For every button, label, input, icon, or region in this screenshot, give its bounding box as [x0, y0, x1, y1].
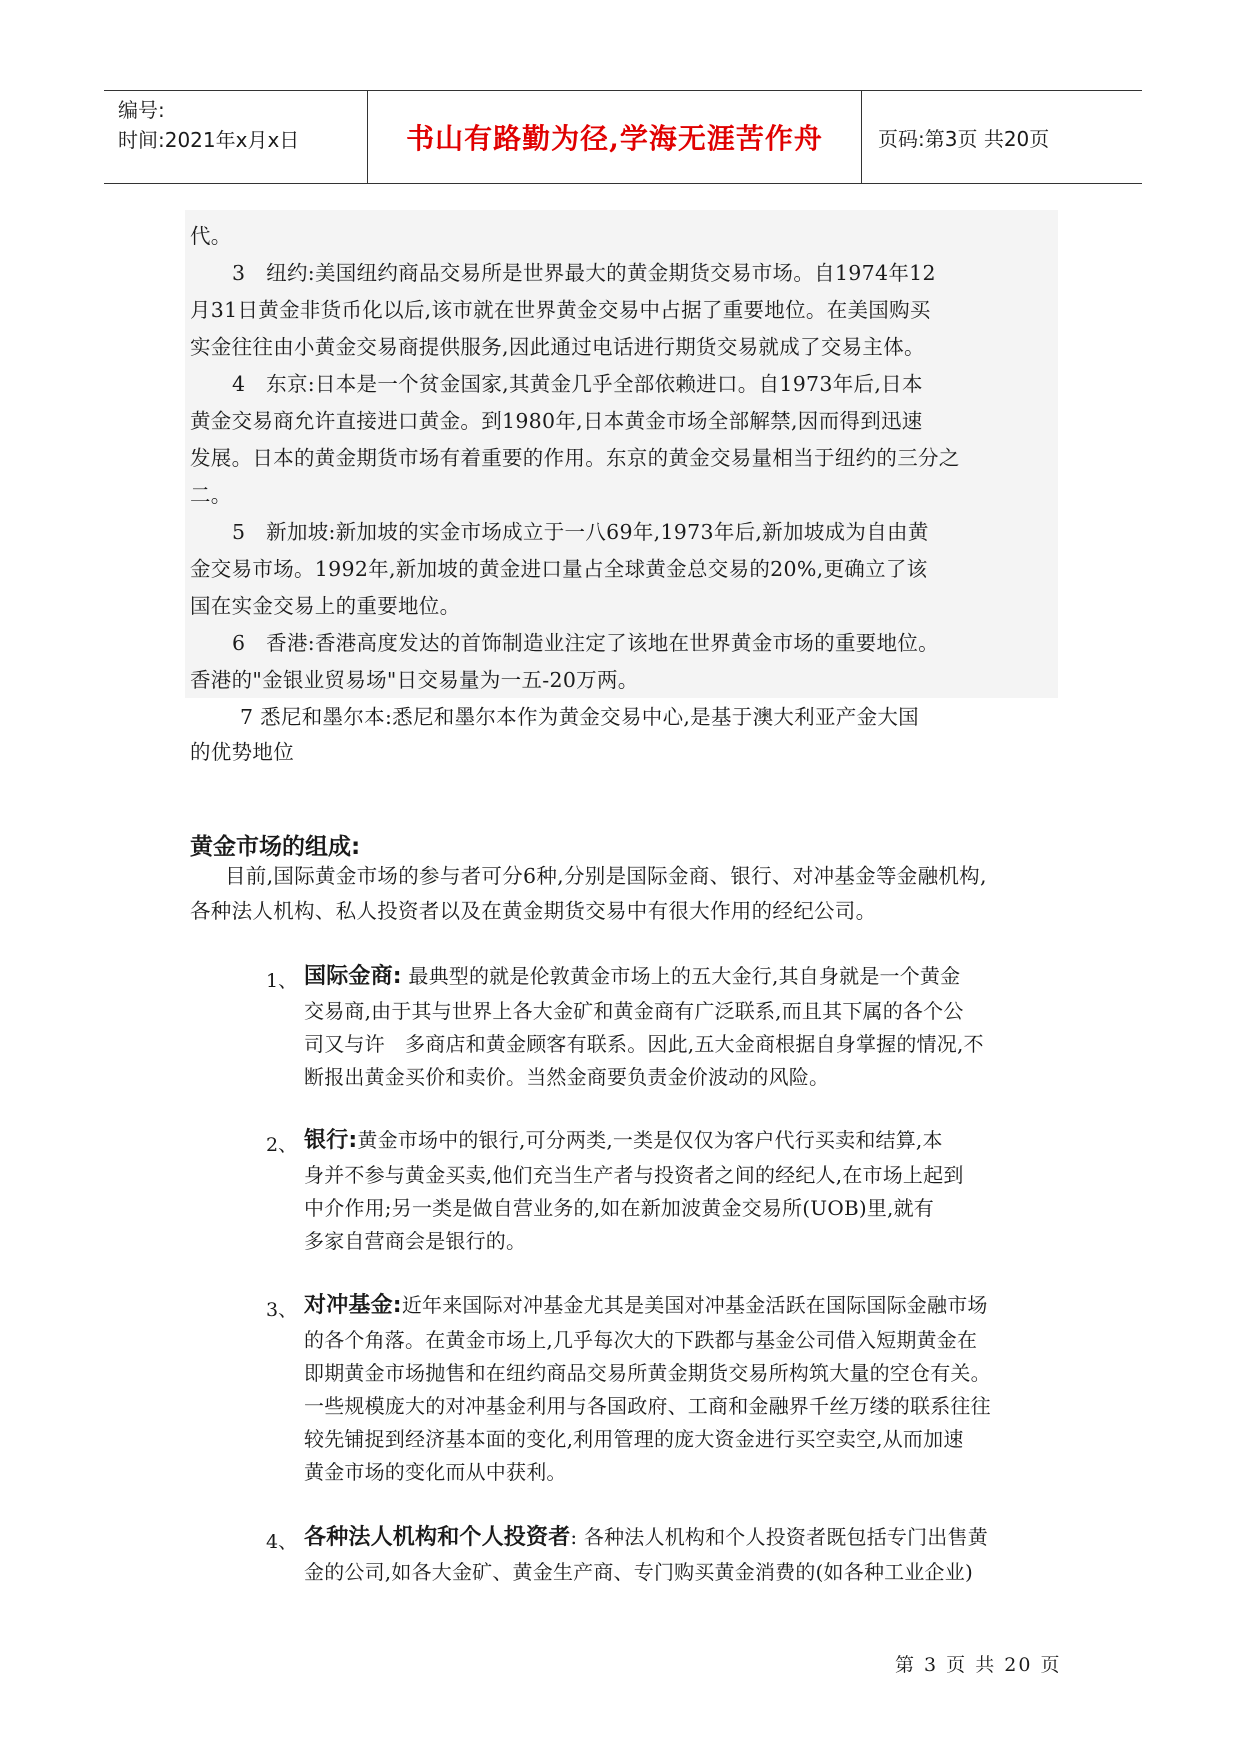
block-line: 二。 [190, 483, 232, 507]
block-line: 4 东京:日本是一个贫金国家,其黄金几乎全部依赖进口。自1973年后,日本 [232, 372, 923, 396]
block-line: 的优势地位 [190, 740, 294, 764]
list-item-line: 多家自营商会是银行的。 [304, 1229, 527, 1253]
block-line: 发展。日本的黄金期货市场有着重要的作用。东京的黄金交易量相当于纽约的三分之 [190, 446, 960, 470]
block-line: 香港的"金银业贸易场"日交易量为一五-20万两。 [190, 668, 639, 692]
list-item-text: 最典型的就是伦敦黄金市场上的五大金行,其自身就是一个黄金 [401, 964, 961, 988]
block-line: 黄金交易商允许直接进口黄金。到1980年,日本黄金市场全部解禁,因而得到迅速 [190, 409, 923, 433]
block-line: 月31日黄金非货币化以后,该市就在世界黄金交易中占据了重要地位。在美国购买 [190, 298, 931, 322]
list-item-text: : 各种法人机构和个人投资者既包括专门出售黄 [570, 1525, 988, 1549]
list-item-line: 交易商,由于其与世界上各大金矿和黄金商有广泛联系,而且其下属的各个公 [304, 999, 964, 1023]
block-line: 7 悉尼和墨尔本:悉尼和墨尔本作为黄金交易中心,是基于澳大利亚产金大国 [240, 705, 919, 729]
list-item-line: 断报出黄金买价和卖价。当然金商要负责金价波动的风险。 [304, 1065, 830, 1089]
list-item-line: 的各个角落。在黄金市场上,几乎每次大的下跌都与基金公司借入短期黄金在 [304, 1328, 978, 1352]
block-line: 国在实金交易上的重要地位。 [190, 594, 461, 618]
list-item-term: 国际金商: [304, 964, 402, 989]
list-item-term: 银行: [304, 1128, 358, 1153]
list-item-first-line [304, 1291, 988, 1320]
list-item-text: 近年来国际对冲基金尤其是美国对冲基金活跃在国际国际金融市场 [401, 1293, 988, 1317]
block-line: 3 纽约:美国纽约商品交易所是世界最大的黄金期货交易市场。自1974年12 [232, 261, 936, 285]
list-item-line: 黄金市场的变化而从中获利。 [304, 1460, 567, 1484]
list-item-line: 身并不参与黄金买卖,他们充当生产者与投资者之间的经纪人,在市场上起到 [304, 1163, 964, 1187]
page-header [104, 90, 1142, 184]
list-item-line: 金的公司,如各大金矿、黄金生产商、专门购买黄金消费的(如各种工业企业) [304, 1560, 973, 1584]
list-item-line: 中介作用;另一类是做自营业务的,如在新加波黄金交易所(UOB)里,就有 [304, 1196, 935, 1220]
list-item-term: 对冲基金: [304, 1293, 402, 1318]
section-intro-line: 目前,国际黄金市场的参与者可分6种,分别是国际金商、银行、对冲基金等金融机构, [225, 864, 987, 888]
list-item-text: 黄金市场中的银行,可分两类,一类是仅仅为客户代行买卖和结算,本 [357, 1128, 943, 1152]
list-item-first-line [304, 962, 960, 991]
list-item-first-line [304, 1126, 943, 1155]
list-number: 4、 [266, 1531, 298, 1553]
block-line: 实金往往由小黄金交易商提供服务,因此通过电话进行期货交易就成了交易主体。 [190, 335, 925, 359]
block-line: 5 新加坡:新加坡的实金市场成立于一八69年,1973年后,新加坡成为自由黄 [232, 520, 929, 544]
list-item-line: 司又与许 多商店和黄金顾客有联系。因此,五大金商根据自身掌握的情况,不 [304, 1032, 984, 1056]
block-line: 金交易市场。1992年,新加坡的黄金进口量占全球黄金总交易的20%,更确立了该 [190, 557, 928, 581]
header-slogan: 书山有路勤为径,学海无涯苦作舟 [368, 91, 862, 183]
header-number-label: 编号: [118, 98, 165, 122]
list-item-line: 较先铺捉到经济基本面的变化,利用管理的庞大资金进行买空卖空,从而加速 [304, 1427, 964, 1451]
list-number: 2、 [266, 1134, 298, 1156]
header-left-cell [104, 91, 368, 183]
list-number: 3、 [266, 1299, 298, 1321]
section-intro-line: 各种法人机构、私人投资者以及在黄金期货交易中有很大作用的经纪公司。 [190, 899, 877, 923]
list-item-line: 一些规模庞大的对冲基金利用与各国政府、工商和金融界千丝万缕的联系往往 [304, 1394, 991, 1418]
list-number: 1、 [266, 970, 298, 992]
list-item-first-line [304, 1523, 988, 1552]
list-item-term: 各种法人机构和个人投资者 [304, 1525, 571, 1550]
section-title: 黄金市场的组成: [190, 834, 361, 860]
list-item-line: 即期黄金市场抛售和在纽约商品交易所黄金期货交易所构筑大量的空仓有关。 [304, 1361, 991, 1385]
block-line: 6 香港:香港高度发达的首饰制造业注定了该地在世界黄金市场的重要地位。 [232, 631, 939, 655]
header-page-label: 页码:第3页 共20页 [878, 126, 1050, 151]
header-time-label: 时间:2021年x月x日 [118, 128, 300, 152]
page-footer: 第 3 页 共 20 页 [895, 1654, 1062, 1676]
block-line: 代。 [190, 224, 232, 248]
